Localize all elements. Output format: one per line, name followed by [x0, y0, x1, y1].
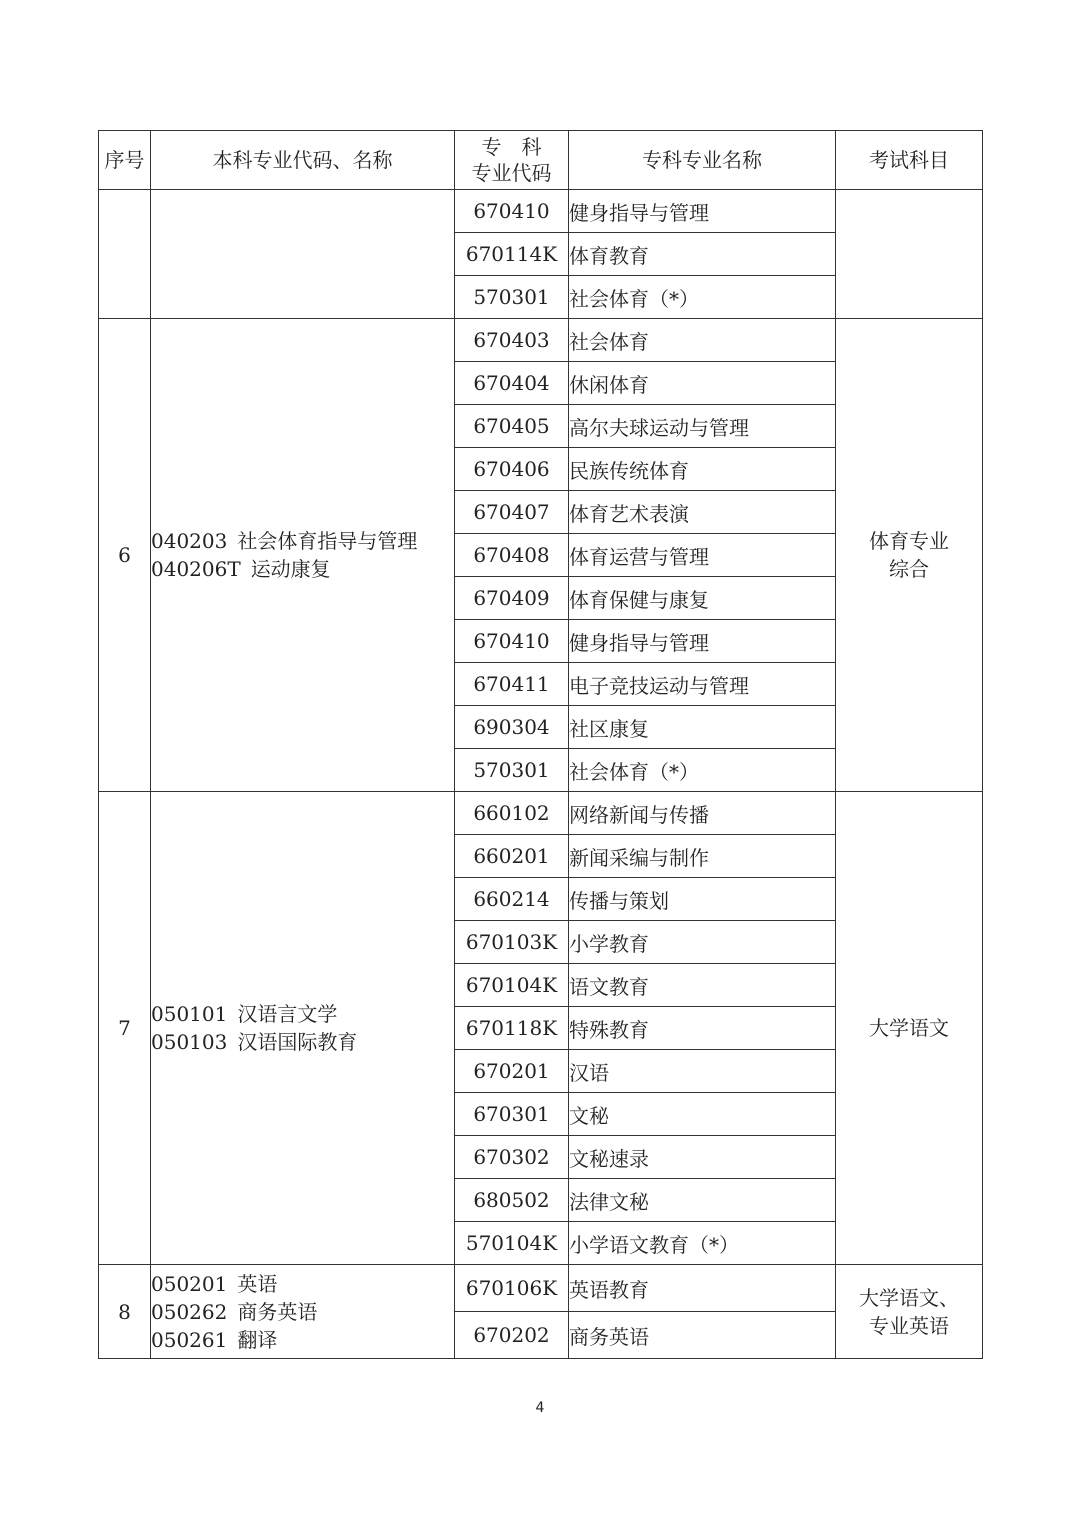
diploma-code-cell: 670404 [455, 362, 569, 405]
diploma-name-cell: 体育艺术表演 [569, 491, 836, 534]
diploma-code-cell: 670406 [455, 448, 569, 491]
diploma-code-cell: 690304 [455, 706, 569, 749]
seq-cell: 7 [99, 792, 151, 1265]
diploma-code-cell: 670407 [455, 491, 569, 534]
seq-cell: 8 [99, 1265, 151, 1359]
diploma-code-cell: 660201 [455, 835, 569, 878]
diploma-code-cell: 670409 [455, 577, 569, 620]
seq-cell [99, 190, 151, 319]
bachelor-code: 050201 [151, 1271, 228, 1296]
diploma-code-cell: 670410 [455, 190, 569, 233]
diploma-code-cell: 670103K [455, 921, 569, 964]
exam-subject-line: 大学语文 [869, 1016, 949, 1040]
header-code-line1: 专 科 [481, 135, 542, 159]
bachelor-major [151, 1326, 454, 1354]
diploma-name-cell: 社会体育 [569, 319, 836, 362]
diploma-name-cell: 特殊教育 [569, 1007, 836, 1050]
diploma-code-cell: 670104K [455, 964, 569, 1007]
bachelor-name: 商务英语 [237, 1299, 318, 1324]
diploma-name-cell: 体育教育 [569, 233, 836, 276]
exam-subject-cell [836, 319, 983, 792]
diploma-code-cell: 670202 [455, 1312, 569, 1359]
bachelor-major [151, 527, 454, 555]
table-row [99, 1265, 983, 1312]
diploma-name-cell: 小学教育 [569, 921, 836, 964]
diploma-name-cell: 文秘速录 [569, 1136, 836, 1179]
diploma-name-cell: 高尔夫球运动与管理 [569, 405, 836, 448]
bachelor-code: 050103 [151, 1030, 228, 1054]
diploma-name-cell: 健身指导与管理 [569, 620, 836, 663]
diploma-code-cell: 670201 [455, 1050, 569, 1093]
bachelor-cell [151, 319, 455, 792]
header-name: 专科专业名称 [569, 131, 836, 190]
diploma-name-cell: 语文教育 [569, 964, 836, 1007]
bachelor-name: 汉语言文学 [237, 1002, 338, 1026]
bachelor-cell [151, 792, 455, 1265]
diploma-name-cell: 传播与策划 [569, 878, 836, 921]
bachelor-code: 040206T [151, 557, 241, 581]
diploma-code-cell: 670114K [455, 233, 569, 276]
diploma-code-cell: 670301 [455, 1093, 569, 1136]
bachelor-name: 英语 [237, 1271, 278, 1296]
seq-cell: 6 [99, 319, 151, 792]
exam-subject-line: 综合 [889, 557, 929, 581]
diploma-name-cell: 法律文秘 [569, 1179, 836, 1222]
diploma-code-cell: 570104K [455, 1222, 569, 1265]
table-row [99, 319, 983, 362]
diploma-code-cell: 570301 [455, 749, 569, 792]
bachelor-code: 040203 [151, 529, 228, 553]
diploma-code-cell: 670106K [455, 1265, 569, 1312]
exam-subject-cell [836, 1265, 983, 1359]
bachelor-code: 050101 [151, 1002, 228, 1026]
diploma-name-cell: 社区康复 [569, 706, 836, 749]
exam-subject-cell [836, 792, 983, 1265]
diploma-name-cell: 汉语 [569, 1050, 836, 1093]
diploma-name-cell: 社会体育（*） [569, 276, 836, 319]
bachelor-major [151, 1028, 454, 1056]
diploma-name-cell: 休闲体育 [569, 362, 836, 405]
table-row [99, 792, 983, 835]
diploma-name-cell: 网络新闻与传播 [569, 792, 836, 835]
table-row [99, 190, 983, 233]
bachelor-major [151, 555, 454, 583]
diploma-name-cell: 英语教育 [569, 1265, 836, 1312]
header-bachelor: 本科专业代码、名称 [151, 131, 455, 190]
bachelor-name: 社会体育指导与管理 [237, 529, 418, 553]
diploma-code-cell: 670118K [455, 1007, 569, 1050]
diploma-code-cell: 670411 [455, 663, 569, 706]
diploma-code-cell: 670410 [455, 620, 569, 663]
header-exam: 考试科目 [836, 131, 983, 190]
bachelor-name: 汉语国际教育 [237, 1030, 358, 1054]
diploma-code-cell: 670408 [455, 534, 569, 577]
exam-subject-line: 专业英语 [869, 1313, 949, 1338]
header-code-line2: 专业代码 [471, 161, 552, 185]
bachelor-name: 翻译 [237, 1327, 278, 1352]
diploma-name-cell: 体育保健与康复 [569, 577, 836, 620]
diploma-name-cell: 新闻采编与制作 [569, 835, 836, 878]
bachelor-cell [151, 1265, 455, 1359]
bachelor-major [151, 1270, 454, 1298]
header-code [455, 131, 569, 190]
diploma-code-cell: 670405 [455, 405, 569, 448]
bachelor-code: 050261 [151, 1327, 228, 1352]
diploma-code-cell: 680502 [455, 1179, 569, 1222]
diploma-name-cell: 体育运营与管理 [569, 534, 836, 577]
diploma-name-cell: 民族传统体育 [569, 448, 836, 491]
bachelor-cell [151, 190, 455, 319]
bachelor-code: 050262 [151, 1299, 228, 1324]
bachelor-major [151, 1000, 454, 1028]
major-table [98, 130, 983, 1359]
page-number: 4 [535, 1400, 545, 1416]
diploma-name-cell: 文秘 [569, 1093, 836, 1136]
exam-subject-line: 大学语文、 [859, 1285, 959, 1310]
diploma-code-cell: 670403 [455, 319, 569, 362]
table-body [99, 190, 983, 1359]
exam-subject-cell [836, 190, 983, 319]
header-row [99, 131, 983, 190]
bachelor-major [151, 1298, 454, 1326]
diploma-name-cell: 健身指导与管理 [569, 190, 836, 233]
diploma-name-cell: 社会体育（*） [569, 749, 836, 792]
diploma-code-cell: 570301 [455, 276, 569, 319]
diploma-name-cell: 商务英语 [569, 1312, 836, 1359]
diploma-name-cell: 小学语文教育（*） [569, 1222, 836, 1265]
diploma-code-cell: 660214 [455, 878, 569, 921]
bachelor-name: 运动康复 [250, 557, 331, 581]
diploma-code-cell: 670302 [455, 1136, 569, 1179]
header-seq: 序号 [99, 131, 151, 190]
exam-subject-line: 体育专业 [869, 529, 949, 553]
diploma-name-cell: 电子竞技运动与管理 [569, 663, 836, 706]
diploma-code-cell: 660102 [455, 792, 569, 835]
